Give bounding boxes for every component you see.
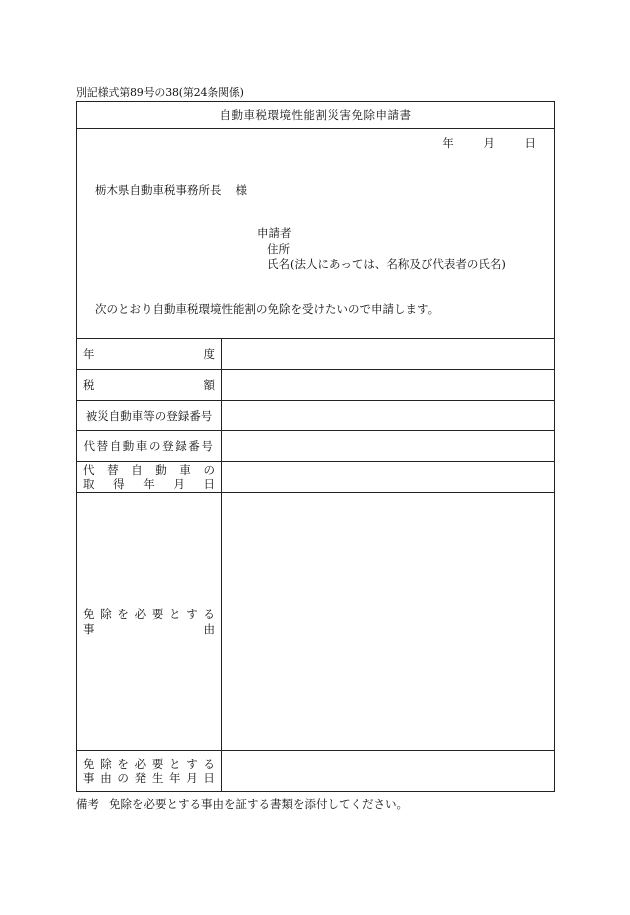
application-form xyxy=(76,101,555,792)
remark-text: 免除を必要とする事由を証する書類を添付してください。 xyxy=(109,797,408,811)
label-replacement-acquisition-date xyxy=(77,462,222,492)
addressee-name: 栃木県自動車税事務所長 xyxy=(95,183,222,197)
label-char: 年 xyxy=(143,477,155,491)
label-char: 代 xyxy=(83,463,95,477)
label-replacement-vehicle-reg xyxy=(77,431,222,461)
label-char: 車 xyxy=(179,463,191,477)
label-char: 自 xyxy=(131,463,143,477)
label-fiscal-year xyxy=(77,339,222,369)
applicant-address-label: 住所 xyxy=(267,241,290,256)
remark-label: 備考 xyxy=(76,797,99,811)
reason-occurrence-date-field[interactable] xyxy=(222,751,554,791)
damaged-vehicle-reg-field[interactable] xyxy=(222,401,554,430)
label-char: 除 xyxy=(100,757,112,771)
addressee-honorific: 様 xyxy=(235,183,247,197)
row-fiscal-year xyxy=(77,338,554,369)
applicant-name-label: 氏名(法人にあっては、名称及び代表者の氏名) xyxy=(267,257,506,271)
label-char: を xyxy=(117,606,129,621)
date-year: 年 xyxy=(442,136,454,150)
remark xyxy=(76,796,408,812)
label-char: 発 xyxy=(134,771,147,785)
row-replacement-vehicle-reg xyxy=(77,430,554,461)
row-tax-amount xyxy=(77,369,554,400)
date-line xyxy=(442,135,536,151)
form-reference: 別記様式第89号の38(第24条関係) xyxy=(76,86,244,99)
label-char: 替 xyxy=(107,463,119,477)
label-char: 要 xyxy=(151,757,164,771)
label-char: と xyxy=(169,757,181,771)
label-char: 要 xyxy=(151,606,164,621)
replacement-vehicle-reg-field[interactable] xyxy=(222,431,554,461)
row-reason-occurrence-date xyxy=(77,750,554,791)
label-damaged-vehicle-reg xyxy=(77,401,222,430)
date-day: 日 xyxy=(524,136,536,150)
label-char: 額 xyxy=(203,378,215,392)
label-reason-occurrence-date xyxy=(77,751,222,791)
label-char: 事 xyxy=(83,621,95,636)
label-char: す xyxy=(186,757,198,771)
label-char: 免 xyxy=(83,606,95,621)
label-text: 被災自動車等の登録番号 xyxy=(85,408,213,423)
label-char: 年 xyxy=(83,347,95,361)
label-char: る xyxy=(203,606,215,621)
label-tax-amount xyxy=(77,370,222,400)
label-char: 由 xyxy=(100,771,112,785)
row-damaged-vehicle-reg xyxy=(77,400,554,430)
label-char: 日 xyxy=(203,771,215,785)
addressee xyxy=(95,182,247,198)
label-char: 必 xyxy=(134,606,147,621)
label-char: 日 xyxy=(203,477,215,491)
label-char: 月 xyxy=(173,477,185,491)
label-char: 由 xyxy=(203,621,215,636)
label-char: の xyxy=(203,463,215,477)
label-char: 生 xyxy=(151,771,164,785)
label-char: 月 xyxy=(186,771,198,785)
label-char: 免 xyxy=(83,757,95,771)
row-replacement-acquisition-date xyxy=(77,461,554,492)
label-char: 取 xyxy=(83,477,95,491)
fiscal-year-field[interactable] xyxy=(222,339,554,369)
date-month: 月 xyxy=(483,136,495,150)
label-char: と xyxy=(169,606,181,621)
label-char: る xyxy=(203,757,215,771)
applicant-block xyxy=(257,226,506,273)
label-char: す xyxy=(186,606,198,621)
application-statement: 次のとおり自動車税環境性能割の免除を受けたいので申請します。 xyxy=(95,302,440,316)
label-char: 必 xyxy=(134,757,147,771)
row-exemption-reason xyxy=(77,492,554,750)
label-char: 税 xyxy=(83,378,95,392)
label-char: 事 xyxy=(83,771,95,785)
label-char: 得 xyxy=(113,477,125,491)
applicant-heading: 申請者 xyxy=(257,226,292,240)
label-text: 代替自動車の登録番号 xyxy=(83,439,215,453)
label-char: 動 xyxy=(155,463,167,477)
label-char: 度 xyxy=(203,347,215,361)
replacement-acquisition-date-field[interactable] xyxy=(222,462,554,492)
label-char: 年 xyxy=(169,771,181,785)
form-title: 自動車税環境性能割災害免除申請書 xyxy=(77,102,554,129)
exemption-reason-field[interactable] xyxy=(222,493,554,750)
label-char: を xyxy=(117,757,129,771)
label-char: の xyxy=(117,771,129,785)
label-char: 除 xyxy=(100,606,112,621)
label-exemption-reason xyxy=(77,493,222,750)
tax-amount-field[interactable] xyxy=(222,370,554,400)
